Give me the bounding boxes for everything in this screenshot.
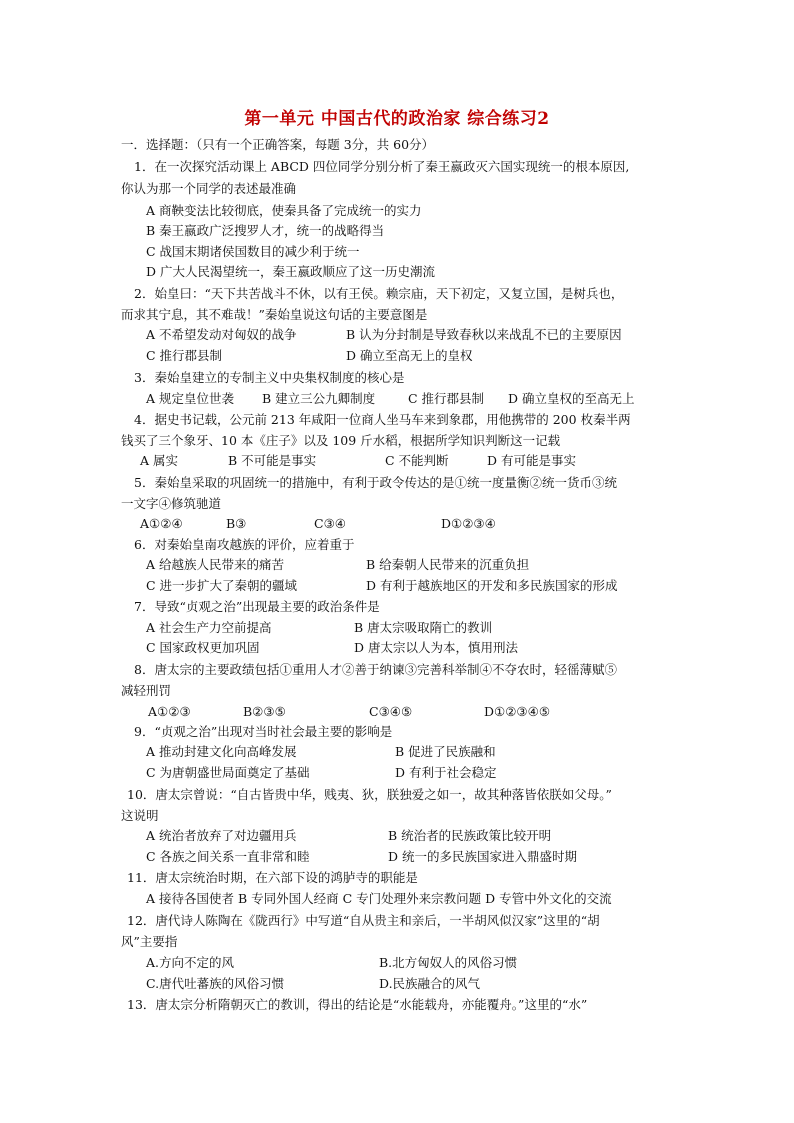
text-line: A 属实 (140, 453, 179, 468)
text-line: B 建立三公九卿制度 (262, 391, 376, 406)
text-line: 这说明 (121, 808, 159, 823)
text-line: C 推行郡县制 (408, 391, 485, 406)
page-title: 第一单元 中国古代的政治家 综合练习2 (244, 109, 550, 129)
text-line: 8．唐太宗的主要政绩包括①重用人才②善于纳谏③完善科举制④不夺农时，轻徭薄赋⑤ (134, 662, 617, 677)
text-line: 而求其宁息，其不难哉！”秦始皇说这句话的主要意图是 (121, 307, 428, 322)
text-line: C 战国末期诸侯国数目的减少利于统一 (146, 244, 360, 259)
text-line: 钱买了三个象牙、10 本《庄子》以及 109 斤水稻，根据所学知识判断这一记载 (121, 433, 561, 448)
text-line: D 有可能是事实 (487, 453, 576, 468)
text-line: B 唐太宗吸取隋亡的教训 (354, 620, 493, 635)
text-line: C 不能判断 (385, 453, 449, 468)
text-line: D①②③④⑤ (484, 704, 551, 719)
text-line: 2．始皇曰：“天下共苦战斗不休，以有王侯。赖宗庙，天下初定，又复立国，是树兵也， (134, 286, 624, 301)
text-line: B③ (226, 516, 247, 531)
text-line: D 确立至高无上的皇权 (346, 348, 473, 363)
text-line: C 各族之间关系一直非常和睦 (146, 849, 310, 864)
text-line: C③④ (314, 516, 346, 531)
text-line: A 推动封建文化向高峰发展 (146, 744, 297, 759)
text-line: B 促进了民族融和 (395, 744, 496, 759)
text-line: 3．秦始皇建立的专制主义中央集权制度的核心是 (134, 370, 405, 385)
text-line: 7．导致“贞观之治”出现最主要的政治条件是 (134, 599, 380, 614)
text-line: 11．唐太宗统治时期，在六部下设的鸿胪寺的职能是 (127, 870, 418, 885)
text-line: A.方向不定的风 (146, 955, 235, 970)
text-line: A 社会生产力空前提高 (146, 620, 272, 635)
text-line: D 唐太宗以人为本，慎用刑法 (354, 640, 518, 655)
text-line: 5．秦始皇采取的巩固统一的措施中，有利于政令传达的是①统一度量衡②统一货币③统 (134, 475, 617, 490)
text-line: 风”主要指 (121, 934, 178, 949)
text-line: D 确立皇权的至高无上 (508, 391, 635, 406)
text-line: B 秦王嬴政广泛搜罗人才，统一的战略得当 (146, 223, 385, 238)
text-line: A 不希望发动对匈奴的战争 (146, 327, 297, 342)
text-line: B 给秦朝人民带来的沉重负担 (366, 557, 530, 572)
text-line: A 给越族人民带来的痛苦 (146, 557, 285, 572)
text-line: A 商鞅变法比较彻底，使秦具备了完成统一的实力 (146, 203, 422, 218)
text-line: B 认为分封制是导致春秋以来战乱不已的主要原因 (346, 327, 622, 342)
text-line: 一文字④修筑驰道 (121, 496, 222, 511)
text-line: 10．唐太宗曾说：“自古皆贵中华，贱夷、狄，朕独爱之如一，故其种落皆依朕如父母。” (127, 787, 612, 802)
text-line: C 进一步扩大了秦朝的疆域 (146, 578, 298, 593)
text-line: A 接待各国使者 B 专同外国人经商 C 专门处理外来宗教问题 D 专管中外文化的交流 (146, 891, 612, 906)
text-line: C③④⑤ (369, 704, 413, 719)
text-line: 你认为那一个同学的表述最准确 (121, 181, 297, 196)
text-line: D 有利于社会稳定 (395, 765, 497, 780)
text-line: D.民族融合的风气 (379, 976, 481, 991)
text-line: 1．在一次探究活动课上 ABCD 四位同学分别分析了秦王嬴政灭六国实现统一的根本原因, (134, 159, 630, 174)
text-line: 12．唐代诗人陈陶在《陇西行》中写道“自从贵主和亲后，一半胡风似汉家”这里的“胡 (127, 913, 600, 928)
text-line: D 有利于越族地区的开发和多民族国家的形成 (366, 578, 618, 593)
text-line: 一．选择题：（只有一个正确答案，每题 3分，共 60分） (121, 137, 435, 152)
text-line: C 国家政权更加巩固 (146, 640, 260, 655)
text-line: A 统治者放弃了对边疆用兵 (146, 828, 297, 843)
text-line: A①②④ (140, 516, 183, 531)
text-line: 减轻刑罚 (121, 683, 172, 698)
text-line: 13．唐太宗分析隋朝灭亡的教训，得出的结论是“水能载舟，亦能覆舟。”这里的“水” (127, 997, 588, 1012)
text-line: D 广大人民渴望统一，秦王嬴政顺应了这一历史潮流 (146, 264, 435, 279)
text-line: C 为唐朝盛世局面奠定了基础 (146, 765, 310, 780)
text-line: 6．对秦始皇南攻越族的评价，应着重于 (134, 537, 355, 552)
text-line: 4．据史书记载，公元前 213 年咸阳一位商人坐马车来到象郡，用他携带的 200 枚秦半两 (134, 412, 631, 427)
text-line: C 推行郡县制 (146, 348, 223, 363)
text-line: D①②③④ (441, 516, 496, 531)
text-line: A①②③ (148, 704, 191, 719)
text-line: 9．“贞观之治”出现对当时社会最主要的影响是 (134, 724, 393, 739)
text-line: B 统治者的民族政策比较开明 (388, 828, 552, 843)
text-line: B.北方匈奴人的风俗习惯 (379, 955, 518, 970)
text-line: C.唐代吐蕃族的风俗习惯 (146, 976, 285, 991)
text-line: B 不可能是事实 (228, 453, 317, 468)
text-line: D 统一的多民族国家进入鼎盛时期 (388, 849, 577, 864)
text-line: B②③⑤ (243, 704, 286, 719)
text-line: A 规定皇位世袭 (146, 391, 235, 406)
